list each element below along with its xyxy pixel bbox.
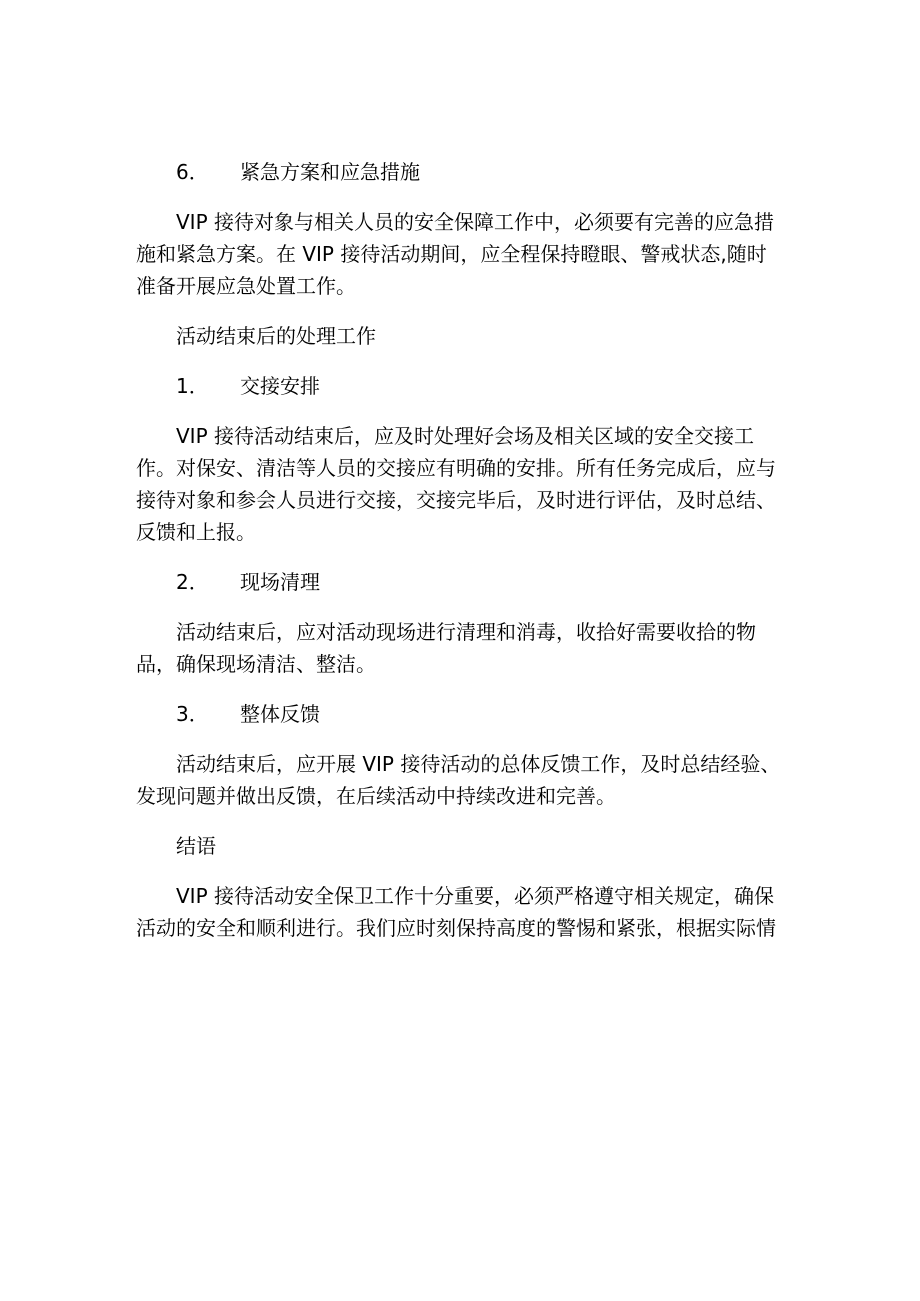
paragraph-emergency: VIP 接待对象与相关人员的安全保障工作中，必须要有完善的应急措 施和紧急方案。在 VIP 接待活动期间，应全程保持瞪眼、警戒状态,随时 准备开展应急处置工作。 (136, 210, 774, 298)
section-title-after-event: 活动结束后的处理工作 (176, 324, 376, 348)
paragraph-handover: VIP 接待活动结束后，应及时处理好会场及相关区域的安全交接工 作。对保安、清洁等人员的交接应有明确的安排。所有任务完成后，应与 接待对象和参会人员进行交接，交接完毕后，及时进行评估，及时总结、 反馈和上报。 (136, 424, 776, 544)
section-heading-1: 1． 交接安排 (176, 374, 320, 398)
paragraph-feedback: 活动结束后，应开展 VIP 接待活动的总体反馈工作，及时总结经验、 发现问题并做出反馈，在后续活动中持续改进和完善。 (136, 752, 781, 808)
section-heading-6: 6． 紧急方案和应急措施 (176, 160, 420, 184)
section-title-conclusion: 结语 (176, 834, 216, 858)
section-heading-2: 2． 现场清理 (176, 570, 320, 594)
section-heading-3: 3． 整体反馈 (176, 702, 320, 726)
paragraph-conclusion: VIP 接待活动安全保卫工作十分重要，必须严格遵守相关规定，确保 活动的安全和顺利进行。我们应时刻保持高度的警惕和紧张，根据实际情 (136, 884, 776, 940)
paragraph-cleanup: 活动结束后，应对活动现场进行清理和消毒，收拾好需要收拾的物 品，确保现场清洁、整洁。 (136, 620, 756, 676)
document-body (136, 156, 796, 944)
